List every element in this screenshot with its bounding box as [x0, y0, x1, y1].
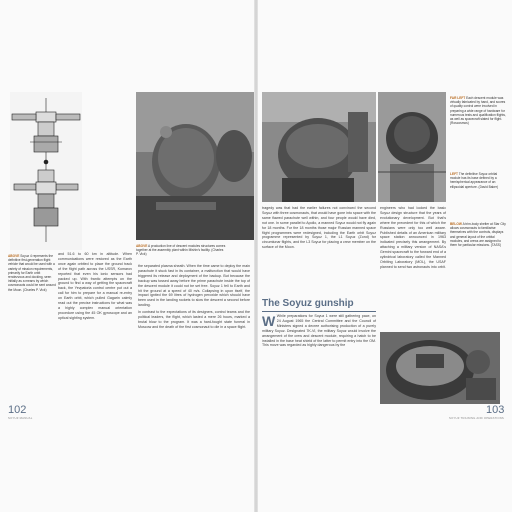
body-paragraph: the separated plasma sheath. When the time came to deploy the main parachute it stuck fast in its container, a malfunction that would have triggered its release and deployment of the backup. But because the backup was tossed away before the prime parachute inside the top of the descent module it could not be set free. Soyuz 1 fell to Earth and hit the ground at a speed of 40 m/s. Collapsing in upon itself, the impact ignited the 69 litres of hydrogen peroxide which should have been used in the landing rockets to slow the descent a second before landing. — [138, 264, 250, 308]
right-body-column-2 — [380, 206, 446, 332]
body-paragraph: engineers who had looked the basic Soyuz design structure that the years of evolutionary development. But that's where the precedent for this of which the Russians were only too well aware. Published details of an American military space station announced in 1963 indicated precisely this arrangement. By attaching a military version of NASA's Gemini spacecraft to the forward end of a cylindrical laboratory called the Manned Orbiting Laboratory (MOL), the USAF planned to send two astronauts into orbit. — [380, 206, 446, 269]
body-paragraph: and 51.6 to 60 km in altitude. When communications were restored as the Earth once again orbited to place the ground track of the flight path across the USSR, Komarov reported that even his ionic sensors had packed up. With frantic attempts on the ground to find a way of getting the spacecraft back, the Yevpatoria control centre put out a call for him to prepare for a manual re-entry on Earth orbit, which pulled Gagarin calmly read out the precise instructions for what was a highly complex manual orientation procedure using the 45 OK gyroscope and an optical sighting system. — [58, 252, 132, 320]
caption-lead: LEFT — [450, 172, 458, 176]
caption-lead: BELOW — [450, 222, 462, 226]
gutter — [254, 0, 258, 512]
left-caption-drawing — [8, 254, 56, 292]
right-body-gunship — [262, 314, 376, 402]
caption-text: A trim-body shelter at Star City allows cosmonauts to familiarise themselves with the controls, displays and general layout of the orbital modules, and crews are assigned to them for particular missions. (TASS) — [450, 222, 506, 248]
descent-module-photo — [262, 92, 376, 202]
orbital-module-photo — [378, 92, 446, 202]
caption-text: A production line of descent modules structures comes together at the assembly plant within Mishin's facility. (Charles P. Vick) — [136, 244, 226, 257]
caption-text: Each descent module was virtually fabricated by hand, and scores of quality control were involved in preparing a wide range of hardware for numerous tests and qualification flights, as well as spacecraft slated for flight. (Roscosmos) — [450, 96, 506, 126]
section-heading-rule — [262, 311, 376, 312]
left-body-column-1 — [58, 252, 132, 402]
left-caption-production — [136, 244, 226, 257]
right-body-column-1 — [262, 206, 376, 296]
descent-module-production-photo — [136, 92, 254, 240]
right-caption-below — [450, 222, 506, 247]
left-body-column-2 — [138, 264, 250, 404]
caption-text: Soyuz 4 represents the definitive first-generation flight vehicle that would be used with a variety of mission requirements, primarily for Earth orbit rendezvous and docking, seen initially as a means by which cosmonauts could be sent around the Moon. (Charles P. Vick) — [8, 254, 56, 292]
trainer-photo-svg — [380, 332, 500, 404]
gunship-text: While preparations for Soyuz 1 were still gathering pace, on 24 August 1965 the Central Committee and the Council of Ministers signed a decree authorising production of a purely military Soyuz. Designated 7K-VI, the military Soyuz would involve the arrangement of the crew and descent module, requiring a hatch to be installed in the base heat shield of the latter to permit entry into the OM. This move was regarded as highly dangerous by the — [262, 314, 376, 348]
soyuz-line-drawing — [10, 92, 82, 250]
caption-lead: ABOVE — [8, 254, 20, 258]
orbital-photo-svg — [378, 92, 446, 202]
trainer-interior-photo — [380, 332, 500, 404]
gunship-paragraph — [262, 314, 376, 348]
right-caption-far-left — [450, 96, 506, 125]
right-caption-left — [450, 172, 506, 189]
descent-photo-svg — [262, 92, 376, 202]
left-running-head: SOYUZ MANUAL — [8, 416, 33, 420]
right-running-head: SOYUZ TRAINING AND OPERATIONS — [449, 416, 504, 420]
right-folio: 103 — [486, 404, 505, 416]
body-paragraph: In contrast to the expectations of its designers, control teams and the political leaders, the flight, which lasted a mere 26 hours, marked a brutal blow to the program. It was a hard-fought state funeral in Moscow and the death of the first cosmonaut to die in a space flight. — [138, 310, 250, 329]
caption-lead: ABOVE — [136, 244, 148, 248]
production-photo-svg — [136, 92, 254, 240]
left-folio: 102 — [8, 404, 27, 416]
soyuz-drawing-svg — [10, 92, 82, 250]
body-paragraph: tragedy was that had the earlier failures not convinced the second Soyuz with three cosmonauts, that would have gone into space with the same flawed parachute well within, and four people would have died, not one. In some parallel to Apollo, a manned Soyuz would not fly again for 18 months. For the 18 months those major Russian manned space flight programmes were redesigned, including the Earth orbit Soyuz programme represented by Soyuz 1, the L1 Soyuz (Zond) for circumlunar flights, and the L3 Soyuz for placing a crew member on the surface of the Moon. — [262, 206, 376, 250]
drop-cap: W — [262, 313, 276, 329]
caption-text: The definitive Soyuz orbital module has its base defined by a hemispherical appearance of an ellipsoidal aperture. (David Baker) — [450, 172, 499, 189]
caption-lead: FAR LEFT — [450, 96, 466, 100]
section-heading: The Soyuz gunship — [262, 298, 354, 309]
